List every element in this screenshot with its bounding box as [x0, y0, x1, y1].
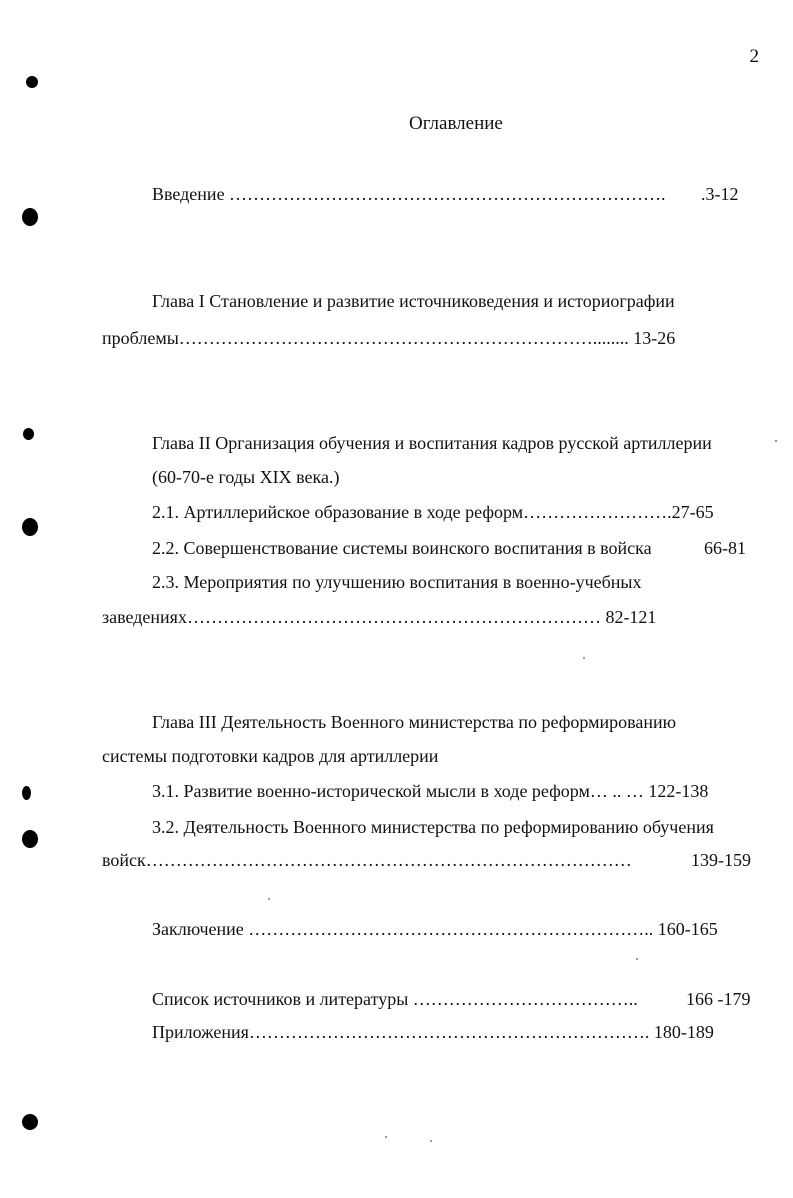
punch-hole: [26, 76, 38, 88]
toc-section-2-2: 2.2. Совершенствование системы воинского воспитания в войска: [152, 538, 652, 558]
punch-hole: [22, 208, 38, 226]
toc-chapter-2-title: Глава II Организация обучения и воспитания кадров русской артиллерии: [152, 433, 712, 453]
toc-section-3-1: 3.1. Развитие военно-исторической мысли в ходе реформ… .. … 122-138: [152, 781, 709, 801]
scan-speck: [636, 958, 638, 960]
toc-chapter-2-cont: (60-70-е годы XIX века.): [152, 467, 340, 487]
scan-speck: [430, 1140, 432, 1142]
toc-title: Оглавление: [409, 113, 503, 134]
scan-speck: [268, 898, 270, 900]
toc-pages-2-2: 66-81: [704, 538, 746, 558]
punch-hole: [23, 428, 34, 440]
toc-section-3-2-cont: войск………………………………………………………………………: [102, 850, 632, 870]
toc-section-2-3: 2.3. Мероприятия по улучшению воспитания в военно-учебных: [152, 572, 642, 592]
toc-entry-sources: Список источников и литературы ………………………………..: [152, 989, 638, 1009]
punch-hole: [22, 830, 38, 848]
page-number: 2: [749, 46, 759, 67]
toc-pages-sources: 166 -179: [686, 989, 751, 1009]
toc-entry-appendix: Приложения…………………………………………………………. 180-189: [152, 1022, 714, 1042]
scan-speck: [583, 657, 585, 659]
toc-chapter-1-title: Глава I Становление и развитие источниковедения и историографии: [152, 291, 675, 311]
toc-chapter-3-cont: системы подготовки кадров для артиллерии: [102, 746, 439, 766]
toc-entry-conclusion: Заключение ………………………………………………………….. 160-165: [152, 919, 718, 939]
toc-section-2-3-cont: заведениях…………………………………………………………… 82-121: [102, 607, 657, 627]
scan-speck: [385, 1136, 387, 1138]
punch-hole: [22, 518, 38, 536]
scan-speck: [775, 440, 777, 442]
toc-chapter-1-cont: проблемы……………………………………………………………........ 13-26: [102, 328, 676, 348]
toc-section-3-2: 3.2. Деятельность Военного министерства по реформированию обучения: [152, 817, 714, 837]
toc-pages-intro: .3-12: [701, 184, 739, 204]
toc-section-2-1: 2.1. Артиллерийское образование в ходе реформ…………………….27-65: [152, 502, 714, 522]
punch-hole: [22, 1114, 38, 1130]
toc-entry-intro: Введение ……………………………………………………………….: [152, 184, 666, 204]
toc-chapter-3-title: Глава III Деятельность Военного министерства по реформированию: [152, 712, 677, 732]
punch-hole: [22, 786, 31, 800]
toc-pages-3-2: 139-159: [691, 850, 751, 870]
